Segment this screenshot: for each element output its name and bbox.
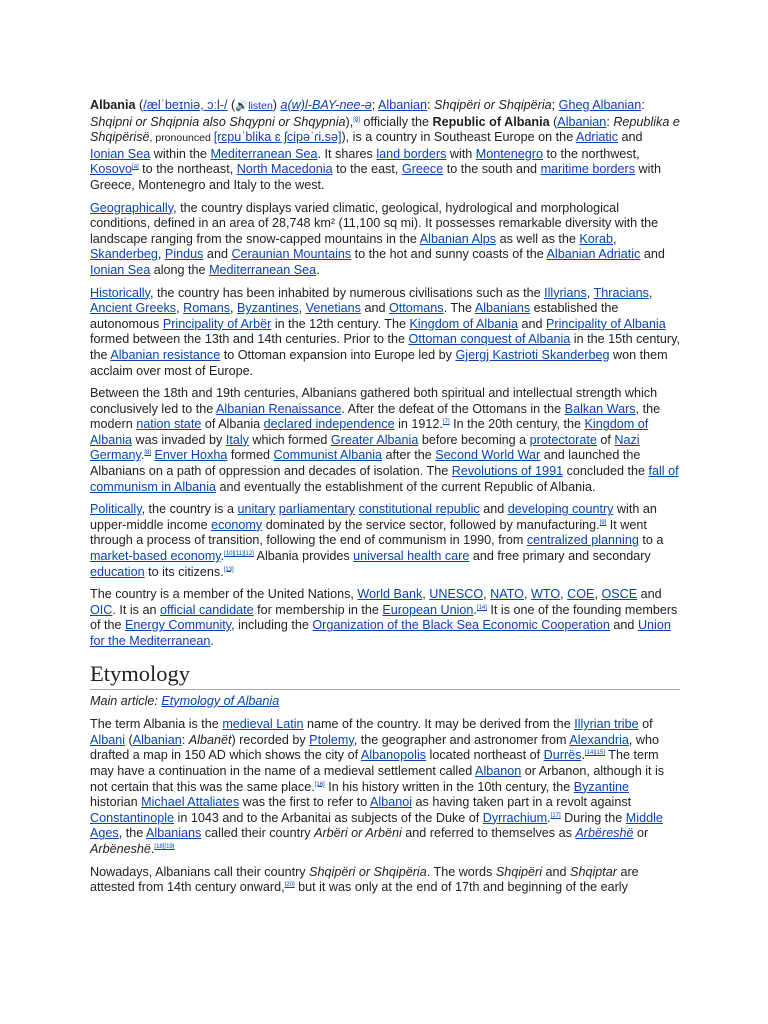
text: after the	[382, 448, 436, 463]
text: located northeast of	[426, 748, 544, 763]
text: and referred to themselves as	[401, 826, 576, 841]
text: Albania provides	[253, 549, 354, 564]
citation-link[interactable]: [9]	[599, 519, 607, 526]
kosovo-link[interactable]: Kosovo	[90, 162, 133, 177]
byzantines-link[interactable]: Byzantines	[237, 301, 299, 316]
official-candidate-link[interactable]: official candidate	[160, 602, 254, 617]
romans-link[interactable]: Romans	[183, 301, 231, 316]
albanoi-link[interactable]: Albanoi	[370, 795, 413, 810]
text: Arbëneshë	[90, 841, 151, 856]
article-subject: Albania	[90, 98, 136, 112]
text: with an upper-middle income	[90, 502, 657, 532]
ancient-greeks-link[interactable]: Ancient Greeks	[90, 301, 177, 316]
text: . After the defeat of the Ottomans in the	[341, 401, 565, 416]
text: of	[638, 717, 653, 732]
north-macedonia-link[interactable]: North Macedonia	[236, 162, 333, 177]
text: within the	[150, 146, 211, 161]
albani-link[interactable]: Albani	[90, 732, 126, 747]
article-body	[90, 98, 680, 903]
text: Shqiptar	[570, 864, 617, 879]
montenegro-link[interactable]: Montenegro	[475, 146, 543, 161]
text: It went through a process of transition, following the end of communism in 1990, from	[90, 517, 647, 548]
economy-link[interactable]: economy	[211, 517, 263, 532]
maritime-borders-link[interactable]: maritime borders	[540, 162, 636, 177]
ottomans-link[interactable]: Ottomans	[388, 301, 444, 316]
text: Nowadays, Albanians call their country	[90, 864, 310, 879]
declared-independence-link[interactable]: declared independence	[263, 417, 395, 432]
pindus-link[interactable]: Pindus	[164, 247, 204, 262]
text: and eventually the establishment of the current Republic of Albania.	[216, 479, 596, 494]
text: (	[549, 114, 558, 129]
main-article-hatnote	[90, 694, 680, 710]
korab-link[interactable]: Korab	[579, 231, 613, 246]
text: During the	[560, 810, 626, 825]
nation-state-link[interactable]: nation state	[136, 417, 202, 432]
text: ,	[176, 301, 184, 316]
albanian-alps-link[interactable]: Albanian Alps	[419, 231, 497, 246]
durres-link[interactable]: Durrës	[543, 748, 582, 763]
text: in 1043 and to the Arbanitai as subjects of the Duke of	[174, 810, 483, 825]
ottoman-conquest-link[interactable]: Ottoman conquest of Albania	[408, 332, 571, 347]
text: :	[427, 98, 435, 112]
text: , the country is a	[141, 502, 238, 517]
citation-link[interactable]: [13]	[223, 566, 234, 573]
text: .	[581, 748, 585, 763]
gheg-name: Shqipni or Shqipnia also Shqypni or Shqypnia	[90, 114, 346, 129]
geography-link[interactable]: Geographically	[90, 200, 174, 215]
native-name: Shqipëri or Shqipëria	[434, 98, 552, 112]
principality-of-albania-link[interactable]: Principality of Albania	[546, 316, 666, 331]
text: (	[135, 98, 144, 112]
text: called their country	[201, 826, 315, 841]
text: .	[140, 448, 145, 463]
developing-country-link[interactable]: developing country	[507, 502, 614, 517]
text: ,	[586, 285, 594, 300]
text: ,	[523, 587, 531, 602]
text: )	[272, 98, 281, 112]
text: and	[542, 864, 571, 879]
text: won them acclaim over most of Europe.	[90, 347, 668, 378]
text: was the first to refer to	[239, 795, 371, 810]
coe-link[interactable]: COE	[567, 587, 595, 602]
text: in 1912.	[394, 417, 443, 432]
text: to the south and	[443, 162, 541, 177]
text: Shqipëri or Shqipëria	[309, 864, 427, 879]
albanian-resistance-link[interactable]: Albanian resistance	[110, 347, 221, 362]
text: ,	[648, 285, 653, 300]
text: but it was only at the end of 17th and beginning of the early	[294, 880, 628, 895]
text: ), is a country in Southeast Europe on the	[341, 130, 576, 145]
text: along the	[150, 262, 210, 277]
adriatic-link[interactable]: Adriatic	[576, 130, 618, 145]
text: (	[227, 98, 236, 112]
dyrrachium-link[interactable]: Dyrrachium	[482, 810, 548, 825]
text: formed	[227, 448, 274, 463]
etymology-paragraph-2	[90, 865, 680, 896]
text: , who drafted a map in 150 AD which shows the city of	[90, 732, 659, 763]
illyrians-link[interactable]: Illyrians	[544, 285, 587, 300]
text: .	[547, 810, 551, 825]
text: The term may have a continuation in the name of a medieval settlement called	[90, 748, 659, 778]
text: . It is an	[112, 602, 160, 617]
politics-link[interactable]: Politically	[90, 502, 142, 517]
text: with Greece, Montenegro and Italy to the west.	[90, 162, 661, 192]
text: .	[316, 262, 320, 277]
text: , including the	[231, 618, 313, 633]
gheg-albanian-link[interactable]: Gheg Albanian	[558, 98, 642, 112]
text: and	[518, 316, 547, 331]
text: to the east,	[332, 162, 402, 177]
fall-of-communism-link[interactable]: fall of communism in Albania	[90, 464, 679, 494]
text: and	[203, 247, 232, 262]
citation-link[interactable]: [10][11][12]	[224, 550, 254, 557]
text: which formed	[248, 432, 331, 447]
history-paragraph	[90, 286, 680, 380]
geography-paragraph	[90, 201, 680, 279]
unitary-link[interactable]: unitary	[237, 502, 276, 517]
osce-link[interactable]: OSCE	[601, 587, 638, 602]
european-union-link[interactable]: European Union	[382, 602, 474, 617]
text: . The	[443, 301, 475, 316]
listen-link[interactable]: listen	[248, 100, 273, 112]
text: It is one of the founding members of the	[90, 602, 678, 633]
italy-link[interactable]: Italy	[225, 432, 249, 447]
text: and	[360, 301, 389, 316]
second-world-war-link[interactable]: Second World War	[435, 448, 541, 463]
text: , the modern	[90, 401, 661, 432]
ipa-link[interactable]: /ælˈbeɪniə, ɔːl-/	[143, 98, 228, 112]
mediterranean-sea-link[interactable]: Mediterranean Sea	[209, 262, 317, 277]
universal-health-care-link[interactable]: universal health care	[353, 549, 470, 564]
union-for-the-mediterranean-link[interactable]: Union for the Mediterranean	[90, 618, 671, 648]
text: formed between the 13th and 14th centuries. Prior to the	[90, 332, 409, 347]
greater-albania-link[interactable]: Greater Albania	[330, 432, 419, 447]
citation-link[interactable]: [8]	[353, 116, 360, 123]
text: , the country has been inhabited by numerous civilisations such as the	[149, 285, 545, 300]
text: ),	[345, 114, 354, 129]
venetians-link[interactable]: Venetians	[305, 301, 361, 316]
middle-ages-link[interactable]: Middle Ages	[90, 810, 663, 841]
main-article-link[interactable]: Etymology of Albania	[161, 693, 280, 708]
text: The country is a member of the United Nations,	[90, 587, 358, 602]
membership-paragraph	[90, 587, 680, 649]
text: and	[479, 502, 508, 517]
albanian-language-link[interactable]: Albanian	[557, 114, 607, 129]
world-bank-link[interactable]: World Bank	[357, 587, 423, 602]
text: Between the 18th and 19th centuries, Albanians gathered both spiritual and intellectual strength which conclusively led to the	[90, 386, 658, 416]
etymology-paragraph-1	[90, 717, 680, 857]
wto-link[interactable]: WTO	[530, 587, 561, 602]
text: or Arbanon, although it is not certain that this was the same place.	[90, 763, 665, 794]
text: of	[596, 432, 615, 447]
text: to the northeast,	[138, 162, 237, 177]
text: :	[606, 114, 614, 129]
text: of Albania	[201, 417, 264, 432]
text: In the 20th century, the	[449, 417, 585, 432]
text: .	[210, 634, 214, 648]
text: :	[181, 732, 189, 747]
speaker-icon[interactable]: 🔊	[235, 100, 249, 112]
albanian-language-link[interactable]: Albanian	[132, 732, 182, 747]
nato-link[interactable]: NATO	[490, 587, 524, 602]
text: in the 15th century, the	[90, 332, 680, 362]
text: and	[618, 130, 643, 145]
thracians-link[interactable]: Thracians	[593, 285, 649, 300]
text: as well as the	[496, 231, 580, 246]
ionian-sea-link[interactable]: Ionian Sea	[90, 262, 151, 277]
note-link[interactable]: [a]	[132, 164, 139, 171]
illyrian-tribe-link[interactable]: Illyrian tribe	[574, 717, 639, 732]
communist-albania-link[interactable]: Communist Albania	[273, 448, 383, 463]
energy-community-link[interactable]: Energy Community	[125, 618, 232, 633]
text: to the northwest,	[543, 146, 640, 161]
hatnote-label: Main article:	[90, 693, 162, 708]
official-name: Republic of Albania	[432, 114, 550, 129]
citation-link[interactable]: [8]	[144, 450, 152, 457]
citation-link[interactable]: [18][19]	[154, 843, 175, 850]
albanians-link[interactable]: Albanians	[474, 301, 531, 316]
citation-link[interactable]: [7]	[442, 419, 450, 426]
text: ,	[594, 587, 602, 602]
albanopolis-link[interactable]: Albanopolis	[360, 748, 427, 763]
text: , the geographer and astronomer from	[353, 732, 570, 747]
constantinople-link[interactable]: Constantinople	[90, 810, 175, 825]
text: established the autonomous	[90, 301, 619, 331]
text: (	[125, 732, 133, 747]
michael-attaliates-link[interactable]: Michael Attaliates	[141, 795, 240, 810]
text: , the country displays varied climatic, geological, hydrological and morphological conditions, defined in an area of 28,748 km² (11,100 sq mi). It possesses remarkable diversity with the landscape ranging from the snow-capped mountains in the	[90, 200, 659, 246]
education-link[interactable]: education	[90, 564, 145, 579]
text: officially the	[359, 114, 433, 129]
text: historian	[90, 795, 142, 810]
greece-link[interactable]: Greece	[401, 162, 444, 177]
skanderbeg-mountains-link[interactable]: Skanderbeg	[90, 247, 158, 262]
text: ;	[371, 98, 379, 112]
respelling-link[interactable]: a(w)l-BAY-nee-ə	[280, 98, 372, 112]
history-link[interactable]: Historically	[90, 285, 150, 300]
oic-link[interactable]: OIC	[90, 602, 113, 617]
text: was invaded by	[132, 432, 226, 447]
alexandria-link[interactable]: Alexandria	[569, 732, 629, 747]
unesco-link[interactable]: UNESCO	[429, 587, 484, 602]
citation-link[interactable]: [20]	[284, 881, 295, 888]
text: and	[637, 587, 662, 602]
byzantine-link[interactable]: Byzantine	[573, 779, 630, 794]
text: ,	[298, 301, 306, 316]
citation-link[interactable]: [17]	[550, 812, 561, 819]
revolutions-of-1991-link[interactable]: Revolutions of 1991	[451, 464, 564, 479]
text: dominated by the service sector, followed by manufacturing.	[262, 517, 600, 532]
modern-history-paragraph	[90, 386, 680, 495]
text: , pronounced	[149, 132, 214, 145]
text: for membership in the	[253, 602, 383, 617]
text: and	[640, 247, 665, 262]
ceraunian-mountains-link[interactable]: Ceraunian Mountains	[231, 247, 352, 262]
text: ) recorded by	[231, 732, 310, 747]
text: , the	[118, 826, 147, 841]
text: and free primary and secondary	[469, 549, 651, 564]
albanian-adriatic-link[interactable]: Albanian Adriatic	[546, 247, 641, 262]
principality-of-arber-link[interactable]: Principality of Arbër	[162, 316, 272, 331]
albanian-language-link[interactable]: Albanian	[378, 98, 428, 112]
centralized-planning-link[interactable]: centralized planning	[526, 533, 639, 548]
text: ,	[230, 301, 238, 316]
ptolemy-link[interactable]: Ptolemy	[309, 732, 354, 747]
constitutional-republic-link[interactable]: constitutional republic	[358, 502, 480, 517]
text: ,	[613, 231, 617, 246]
text: as having taken part in a revolt against	[412, 795, 632, 810]
ipa-link[interactable]: [rɛpuˈblika ɛ ʃcipəˈɾi.sə]	[213, 130, 342, 145]
text: ;	[551, 98, 559, 112]
text: to the hot and sunny coasts of the	[351, 247, 547, 262]
text: Shqipëri	[495, 864, 543, 879]
arbereshe-link[interactable]: Arbëreshë	[575, 826, 634, 841]
enver-hoxha-link[interactable]: Enver Hoxha	[154, 448, 228, 463]
text: concluded the	[563, 464, 649, 479]
citation-link[interactable]: [14][15]	[584, 750, 605, 757]
text: Arbëri or Arbëni	[314, 826, 402, 841]
official-native-name: Republika e Shqipërisë	[90, 114, 680, 145]
land-borders-link[interactable]: land borders	[376, 146, 447, 161]
text: are attested from 14th century onward,	[90, 864, 639, 895]
text: to its citizens.	[144, 564, 224, 579]
politics-paragraph	[90, 502, 680, 580]
text: with	[446, 146, 476, 161]
mediterranean-sea-link[interactable]: Mediterranean Sea	[210, 146, 318, 161]
text: and launched the Albanians on a path of oppression and decades of isolation. The	[90, 448, 641, 479]
intro-paragraph	[90, 98, 680, 194]
balkan-wars-link[interactable]: Balkan Wars	[564, 401, 636, 416]
text: .	[473, 602, 477, 617]
text: The term Albania is the	[90, 717, 223, 732]
text: In his history written in the 10th century, the	[324, 779, 574, 794]
ionian-sea-link[interactable]: Ionian Sea	[90, 146, 151, 161]
market-based-economy-link[interactable]: market-based economy	[90, 549, 221, 564]
nazi-germany-link[interactable]: Nazi Germany	[90, 432, 640, 463]
text: Albanët	[188, 732, 232, 747]
text: before becoming a	[418, 432, 530, 447]
citation-link[interactable]: [16]	[314, 781, 325, 788]
text: . The words	[426, 864, 496, 879]
text: to a	[638, 533, 664, 548]
text: .	[150, 841, 155, 856]
albanians-link[interactable]: Albanians	[146, 826, 202, 841]
section-heading-etymology: Etymology	[90, 662, 680, 690]
text: ,	[560, 587, 568, 602]
text: or	[633, 826, 649, 841]
text: ,	[157, 247, 165, 262]
albanian-renaissance-link[interactable]: Albanian Renaissance	[216, 401, 342, 416]
text: and	[609, 618, 638, 633]
protectorate-link[interactable]: protectorate	[529, 432, 597, 447]
text: ,	[483, 587, 491, 602]
text: . It shares	[317, 146, 377, 161]
kingdom-of-albania-link[interactable]: Kingdom of Albania	[90, 417, 649, 447]
kingdom-of-albania-link[interactable]: Kingdom of Albania	[409, 316, 519, 331]
text: to Ottoman expansion into Europe led by	[220, 347, 456, 362]
citation-link[interactable]: [14]	[476, 604, 487, 611]
text: ,	[422, 587, 430, 602]
parliamentary-link[interactable]: parliamentary	[278, 502, 356, 517]
text: name of the country. It may be derived from the	[303, 717, 575, 732]
medieval-latin-link[interactable]: medieval Latin	[222, 717, 304, 732]
gjergj-kastrioti-link[interactable]: Gjergj Kastrioti Skanderbeg	[455, 347, 610, 362]
text: .	[220, 549, 225, 564]
text: in the 12th century. The	[271, 316, 410, 331]
bsec-link[interactable]: Organization of the Black Sea Economic Cooperation	[312, 618, 610, 633]
albanon-link[interactable]: Albanon	[475, 763, 522, 778]
text: :	[641, 98, 645, 112]
